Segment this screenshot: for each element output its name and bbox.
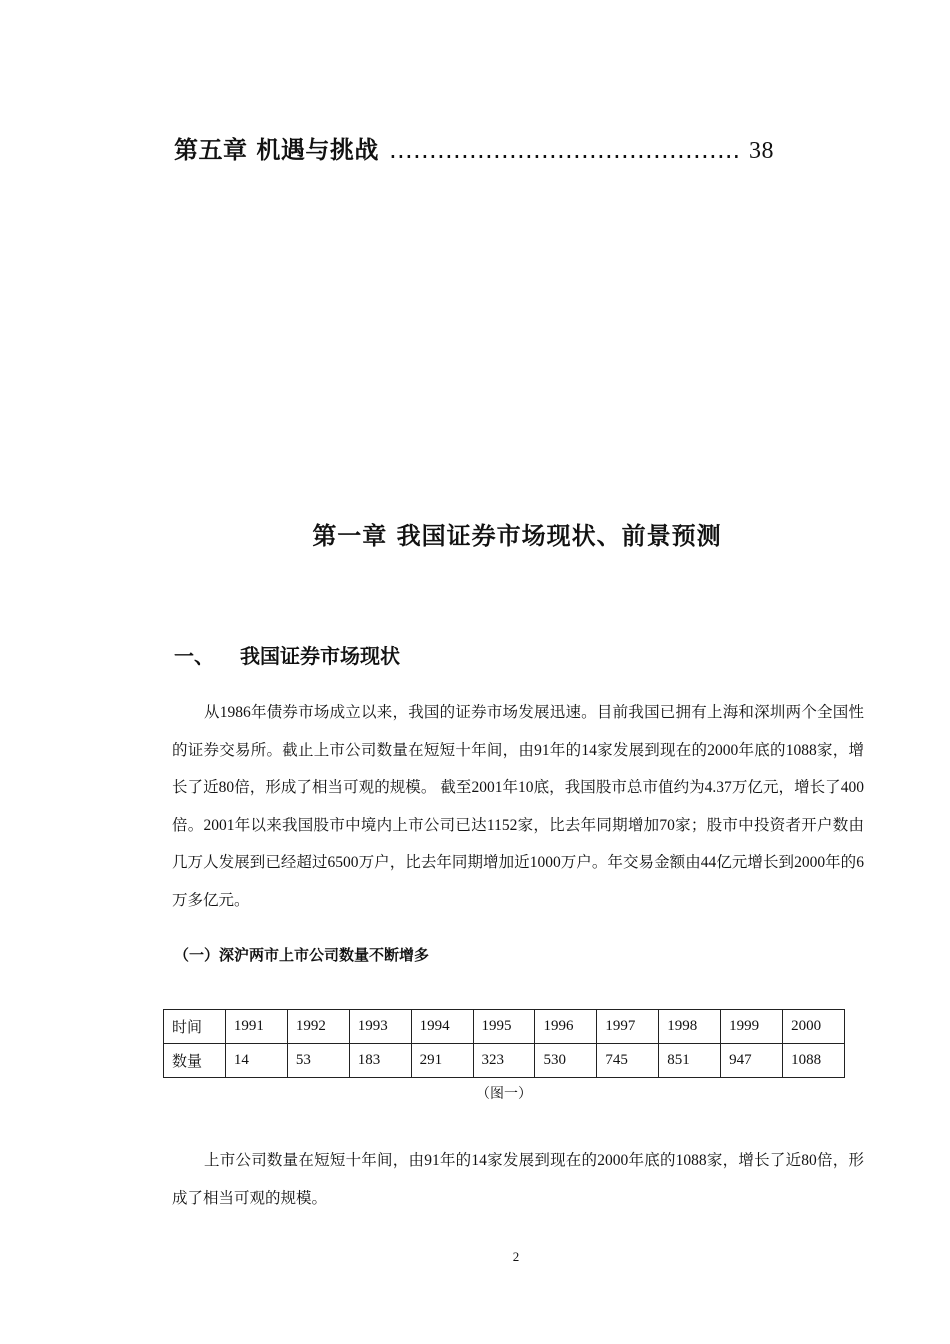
table-cell-year: 1995 <box>473 1010 535 1044</box>
toc-entry-title: 第五章 机遇与挑战 <box>174 136 379 164</box>
page-number: 2 <box>512 1249 520 1264</box>
table-cell-count: 530 <box>535 1044 597 1078</box>
table-cell-year: 1993 <box>349 1010 411 1044</box>
table-cell-count: 745 <box>597 1044 659 1078</box>
table-cell-year: 1998 <box>659 1010 721 1044</box>
table-cell-count: 947 <box>721 1044 783 1078</box>
table-caption: （图一） <box>476 1087 532 1102</box>
table-cell-year: 1997 <box>597 1010 659 1044</box>
table-cell-count: 53 <box>287 1044 349 1078</box>
table-cell-year: 1991 <box>225 1010 287 1044</box>
table-cell-count: 183 <box>349 1044 411 1078</box>
subsection-title: （一）深沪两市上市公司数量不断增多 <box>174 946 430 964</box>
chapter-title: 第一章 我国证券市场现状、前景预测 <box>312 522 722 550</box>
table-cell-count: 851 <box>659 1044 721 1078</box>
row-header-time: 时间 <box>164 1010 226 1044</box>
section-number: 一、 <box>174 644 214 668</box>
summary-paragraph: 上市公司数量在短短十年间，由91年的14家发展到现在的2000年底的1088家，增长了近80倍，形成了相当可观的规模。 <box>172 1152 864 1207</box>
listed-companies-table <box>163 1009 845 1078</box>
table-cell-count: 1088 <box>783 1044 845 1078</box>
table-cell-year: 1996 <box>535 1010 597 1044</box>
table-cell-year: 1994 <box>411 1010 473 1044</box>
intro-paragraph: 从1986年债券市场成立以来，我国的证券市场发展迅速。目前我国已拥有上海和深圳两个全国性的证券交易所。截止上市公司数量在短短十年间，由91年的14家发展到现在的2000年底的1088家，增长了近80倍，形成了相当可观的规模。 截至2001年10底，我国股市总市值约为4.37万亿元，增长了400倍。2001年以来我国股市中境内上市公司已达1152家，比去年同期增加70家；股市中投资者开户数由几万人发展到已经超过6500万户，比去年同期增加近1000万户。年交易金额由44亿元增长到2000年的6万多亿元。 <box>172 704 864 909</box>
table-cell-year: 1992 <box>287 1010 349 1044</box>
table-cell-count: 291 <box>411 1044 473 1078</box>
toc-page-number: 38 <box>748 138 774 164</box>
row-header-count: 数量 <box>164 1044 226 1078</box>
table-cell-count: 14 <box>225 1044 287 1078</box>
table-cell-year: 1999 <box>721 1010 783 1044</box>
table-row-years <box>164 1010 845 1044</box>
toc-leader-dots: …………………………………….. <box>388 136 741 164</box>
table-row-counts <box>164 1044 845 1078</box>
toc-entry <box>174 130 774 165</box>
section-title: 我国证券市场现状 <box>240 644 400 668</box>
table-cell-year: 2000 <box>783 1010 845 1044</box>
table-cell-count: 323 <box>473 1044 535 1078</box>
section-heading <box>174 640 400 669</box>
